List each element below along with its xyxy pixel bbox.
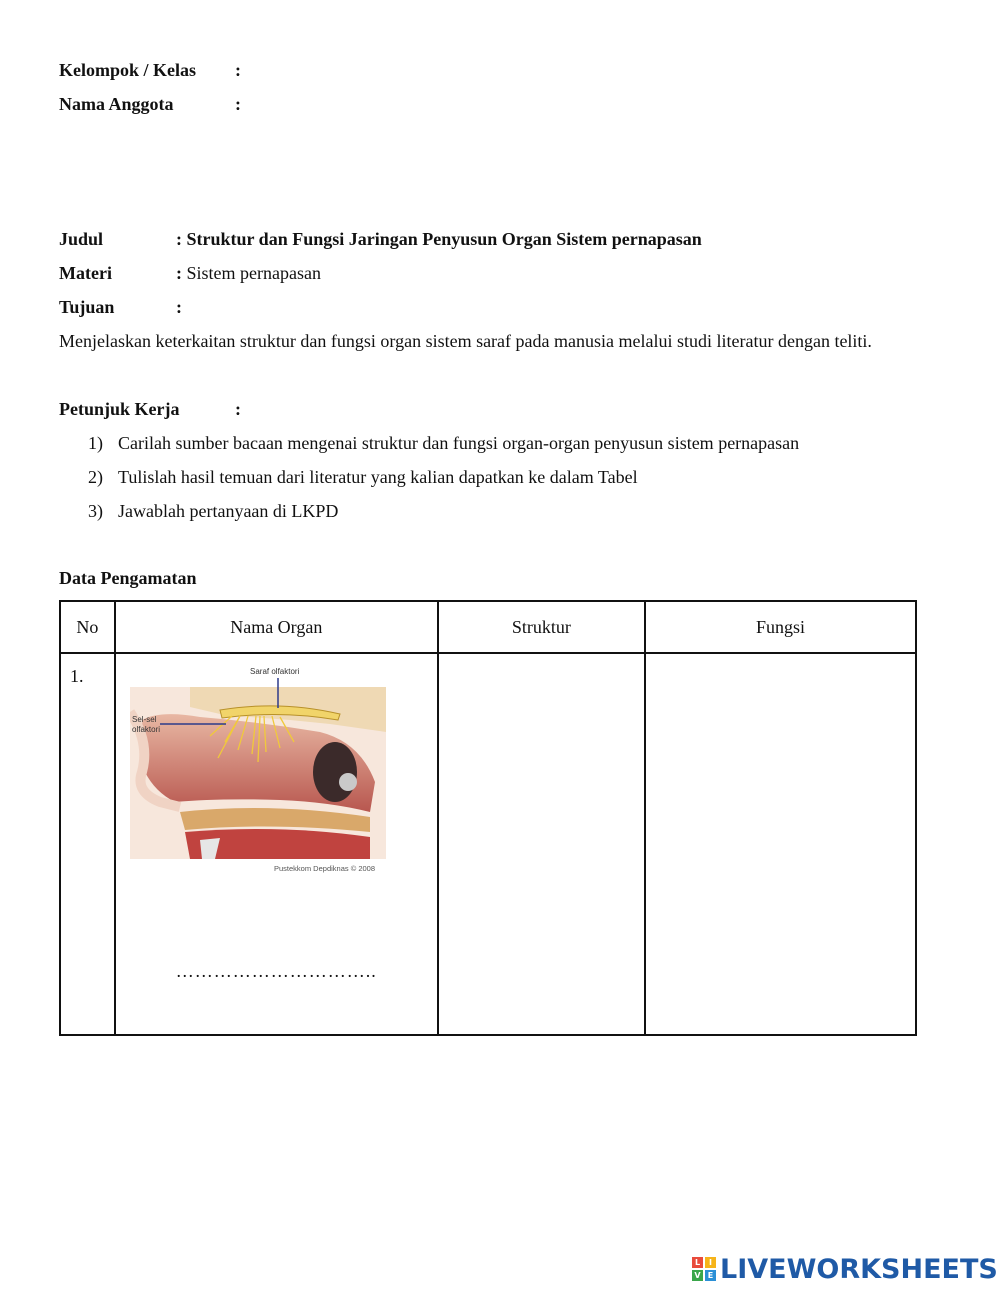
row-number: 1. <box>60 653 115 1035</box>
logo-block: L <box>692 1257 703 1268</box>
image-credit: Pustekkom Depdiknas © 2008 <box>273 864 375 873</box>
liveworksheets-logo <box>692 1252 998 1286</box>
instruction-text: Jawablah pertanyaan di LKPD <box>118 501 339 521</box>
instruction-text: Carilah sumber bacaan mengenai struktur dan fungsi organ-organ penyusun sistem pernapasan <box>118 433 800 453</box>
logo-block: I <box>705 1257 716 1268</box>
observation-table <box>59 600 917 1036</box>
goal-text: Menjelaskan keterkaitan struktur dan fungsi organ sistem saraf pada manusia melalui studi literatur dengan teliti. <box>59 331 872 351</box>
member-names-colon: : <box>235 94 241 114</box>
instructions-colon: : <box>235 399 241 419</box>
instruction-number: 2) <box>88 467 103 487</box>
organ-cell <box>115 653 438 1035</box>
logo-text: LIVEWORKSHEETS <box>720 1253 998 1285</box>
title-label: Judul <box>59 229 104 249</box>
logo-block: E <box>705 1270 716 1281</box>
function-cell[interactable] <box>645 653 916 1035</box>
goal-colon: : <box>176 297 182 317</box>
column-header-organ: Nama Organ <box>115 601 438 653</box>
column-header-no: No <box>60 601 115 653</box>
goal-label: Tujuan <box>59 297 115 317</box>
material-colon: : <box>176 263 182 283</box>
title-value: : Struktur dan Fungsi Jaringan Penyusun Organ Sistem pernapasan <box>176 229 702 249</box>
table-header-row <box>60 601 916 653</box>
nerve-label: Saraf olfaktori <box>249 667 300 676</box>
material-value: Sistem pernapasan <box>186 263 321 283</box>
olfactory-anatomy-illustration <box>130 662 400 877</box>
instruction-number: 3) <box>88 501 103 521</box>
material-label: Materi <box>59 263 112 283</box>
instruction-item <box>88 467 638 488</box>
structure-cell[interactable] <box>438 653 645 1035</box>
cells-label-line2: olfaktori <box>131 725 160 734</box>
instructions-label: Petunjuk Kerja <box>59 399 180 419</box>
instruction-number: 1) <box>88 433 103 453</box>
column-header-function: Fungsi <box>645 601 916 653</box>
column-header-structure: Struktur <box>438 601 645 653</box>
table-row <box>60 653 916 1035</box>
logo-blocks-icon <box>692 1257 716 1281</box>
member-names-label: Nama Anggota <box>59 94 174 114</box>
material-row <box>176 263 321 284</box>
instruction-item <box>88 501 339 522</box>
observation-heading: Data Pengamatan <box>59 568 197 588</box>
nasal-cavity-diagram <box>130 662 400 877</box>
group-class-colon: : <box>235 60 241 80</box>
logo-block: V <box>692 1270 703 1281</box>
instruction-item <box>88 433 800 454</box>
organ-name-blank[interactable]: ………………………….. <box>175 961 377 981</box>
instruction-text: Tulislah hasil temuan dari literatur yang kalian dapatkan ke dalam Tabel <box>118 467 638 487</box>
group-class-label: Kelompok / Kelas <box>59 60 197 80</box>
cells-label-line1: Sel-sel <box>131 715 157 724</box>
